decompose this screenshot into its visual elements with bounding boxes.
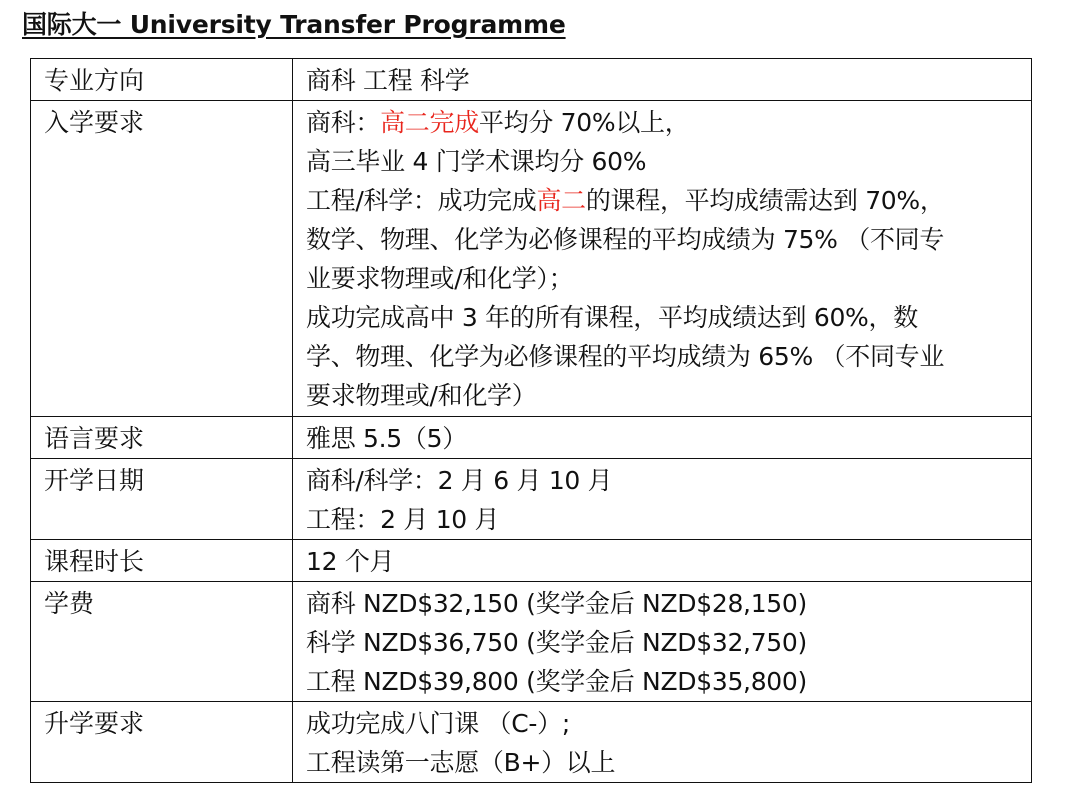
value-line: 成功完成八门课 （C-）; bbox=[306, 709, 570, 738]
text-segment: 商科： bbox=[306, 108, 381, 137]
value-line: 商科 工程 科学 bbox=[306, 66, 470, 95]
value-line: 学、物理、化学为必修课程的平均成绩为 65% （不同专业 bbox=[306, 342, 945, 371]
programme-info-table bbox=[30, 58, 1032, 783]
row-value bbox=[293, 702, 1032, 783]
highlight-text: 高二完成 bbox=[380, 108, 479, 137]
highlight-text: 高二 bbox=[536, 186, 586, 215]
row-value bbox=[293, 59, 1032, 101]
row-label: 升学要求 bbox=[31, 702, 293, 783]
value-line: 商科 NZD$32,150 (奖学金后 NZD$28,150) bbox=[306, 589, 807, 618]
value-line: 要求物理或/和化学） bbox=[306, 381, 537, 410]
value-line: 高三毕业 4 门学术课均分 60% bbox=[306, 147, 647, 176]
value-line: 工程：2 月 10 月 bbox=[306, 505, 500, 534]
row-label: 课程时长 bbox=[31, 540, 293, 582]
row-label: 语言要求 bbox=[31, 417, 293, 459]
row-label: 专业方向 bbox=[31, 59, 293, 101]
text-segment: 工程/科学：成功完成 bbox=[306, 186, 537, 215]
row-label: 开学日期 bbox=[31, 459, 293, 540]
value-line: 业要求物理或/和化学）； bbox=[306, 264, 574, 293]
value-line: 工程读第一志愿（B+）以上 bbox=[306, 748, 616, 777]
table-row-tuition bbox=[31, 582, 1032, 702]
row-label: 学费 bbox=[31, 582, 293, 702]
row-value bbox=[293, 101, 1032, 417]
row-value bbox=[293, 582, 1032, 702]
value-line bbox=[306, 181, 1031, 220]
value-line bbox=[306, 103, 1031, 142]
document-title: 国际大一 University Transfer Programme bbox=[22, 10, 566, 39]
value-line: 成功完成高中 3 年的所有课程，平均成绩达到 60%，数 bbox=[306, 303, 918, 332]
value-line: 科学 NZD$36,750 (奖学金后 NZD$32,750) bbox=[306, 628, 807, 657]
row-value bbox=[293, 459, 1032, 540]
row-label: 入学要求 bbox=[31, 101, 293, 417]
text-segment: 的课程，平均成绩需达到 70%， bbox=[585, 186, 945, 215]
table-row-major bbox=[31, 59, 1032, 101]
table-row-language bbox=[31, 417, 1032, 459]
row-value bbox=[293, 417, 1032, 459]
table-row-progression bbox=[31, 702, 1032, 783]
text-segment: 平均分 70%以上， bbox=[478, 108, 690, 137]
value-line: 工程 NZD$39,800 (奖学金后 NZD$35,800) bbox=[306, 667, 807, 696]
row-value bbox=[293, 540, 1032, 582]
value-line: 雅思 5.5（5） bbox=[306, 424, 467, 453]
value-line: 12 个月 bbox=[306, 547, 395, 576]
table-row-duration bbox=[31, 540, 1032, 582]
table-row-intake bbox=[31, 459, 1032, 540]
value-line: 商科/科学：2 月 6 月 10 月 bbox=[306, 466, 613, 495]
table-row-admission bbox=[31, 101, 1032, 417]
value-line: 数学、物理、化学为必修课程的平均成绩为 75% （不同专 bbox=[306, 225, 945, 254]
